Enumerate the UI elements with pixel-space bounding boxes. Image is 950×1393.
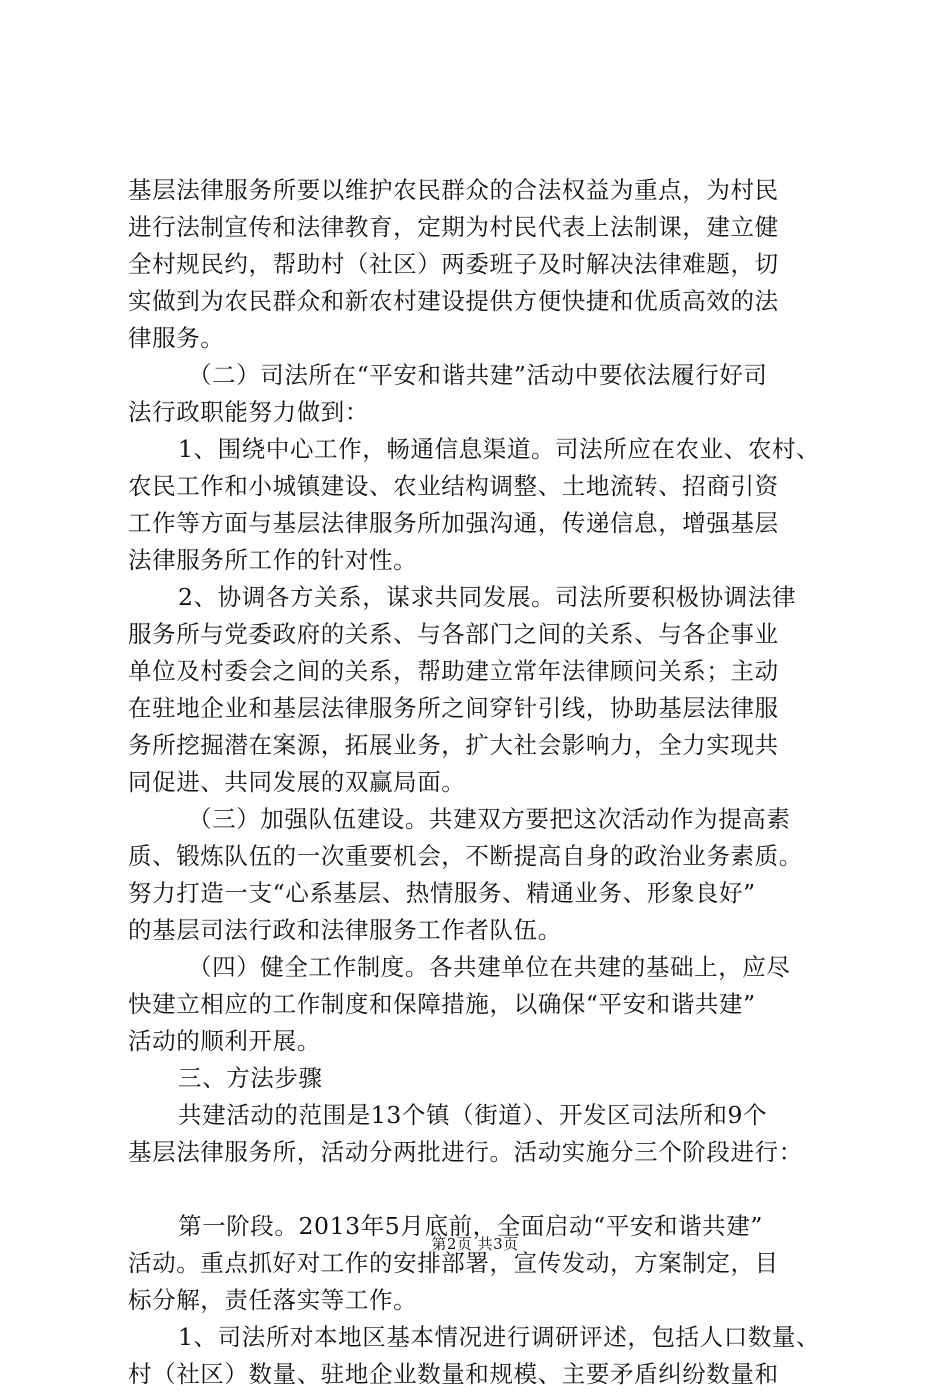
- text-line: 单位及村委会之间的关系，帮助建立常年法律顾问关系；主动: [128, 657, 779, 685]
- text-line: 同促进、共同发展的双赢局面。: [128, 768, 466, 796]
- section-heading-3: （三）加强队伍建设。共建双方要把这次活动作为提高素: [188, 805, 791, 833]
- text-line: 服务所与党委政府的关系、与各部门之间的关系、与各企事业: [128, 620, 779, 648]
- text-line: 进行法制宣传和法律教育，定期为村民代表上法制课，建立健: [128, 213, 779, 241]
- chapter-heading-3: 三、方法步骤: [178, 1064, 323, 1092]
- text-line: 活动。重点抓好对工作的安排部署，宣传发动，方案制定，目: [128, 1249, 779, 1277]
- text-line: 工作等方面与基层法律服务所加强沟通，传递信息，增强基层: [128, 509, 779, 537]
- text-line: 快建立相应的工作制度和保障措施，以确保“平安和谐共建”: [128, 990, 756, 1018]
- text-line: 基层法律服务所，活动分两批进行。活动实施分三个阶段进行：: [128, 1138, 803, 1166]
- text-line: 共建活动的范围是13个镇（街道）、开发区司法所和9个: [178, 1101, 768, 1129]
- text-line: 法律服务所工作的针对性。: [128, 546, 418, 574]
- text-line: 在驻地企业和基层法律服务所之间穿针引线，协助基层法律服: [128, 694, 779, 722]
- text-line: 全村规民约，帮助村（社区）两委班子及时解决法律难题，切: [128, 250, 779, 278]
- text-line: 实做到为农民群众和新农村建设提供方便快捷和优质高效的法: [128, 287, 779, 315]
- text-line: 务所挖掘潜在案源，拓展业务，扩大社会影响力，全力实现共: [128, 731, 779, 759]
- section-heading-4: （四）健全工作制度。各共建单位在共建的基础上，应尽: [188, 953, 791, 981]
- text-line: 基层法律服务所要以维护农民群众的合法权益为重点，为村民: [128, 176, 779, 204]
- text-line: 农民工作和小城镇建设、农业结构调整、土地流转、招商引资: [128, 472, 779, 500]
- text-line: 的基层司法行政和法律服务工作者队伍。: [128, 916, 562, 944]
- section-heading-2: （二）司法所在“平安和谐共建”活动中要依法履行好司: [188, 361, 768, 389]
- text-line: 标分解，责任落实等工作。: [128, 1286, 418, 1314]
- phase-heading-1: 第一阶段。2013年5月底前，全面启动“平安和谐共建”: [178, 1212, 763, 1240]
- item-heading-1: 1、围绕中心工作，畅通信息渠道。司法所应在农业、农村、: [178, 435, 821, 463]
- text-line: 法行政职能努力做到：: [128, 398, 369, 426]
- page-footer: 第2页 共3页: [431, 1235, 519, 1253]
- text-line: 努力打造一支“心系基层、热情服务、精通业务、形象良好”: [128, 879, 756, 907]
- text-line: 活动的顺利开展。: [128, 1027, 321, 1055]
- paragraph-gap: [128, 1171, 828, 1208]
- item-heading-1: 1、司法所对本地区基本情况进行调研评述，包括人口数量、: [178, 1323, 821, 1351]
- text-line: 律服务。: [128, 324, 225, 352]
- text-line: 村（社区）数量、驻地企业数量和规模、主要矛盾纠纷数量和: [128, 1360, 779, 1388]
- text-line: 质、锻炼队伍的一次重要机会，不断提高自身的政治业务素质。: [128, 842, 803, 870]
- document-body: [128, 172, 828, 1393]
- item-heading-2: 2、协调各方关系，谋求共同发展。司法所要积极协调法律: [178, 583, 797, 611]
